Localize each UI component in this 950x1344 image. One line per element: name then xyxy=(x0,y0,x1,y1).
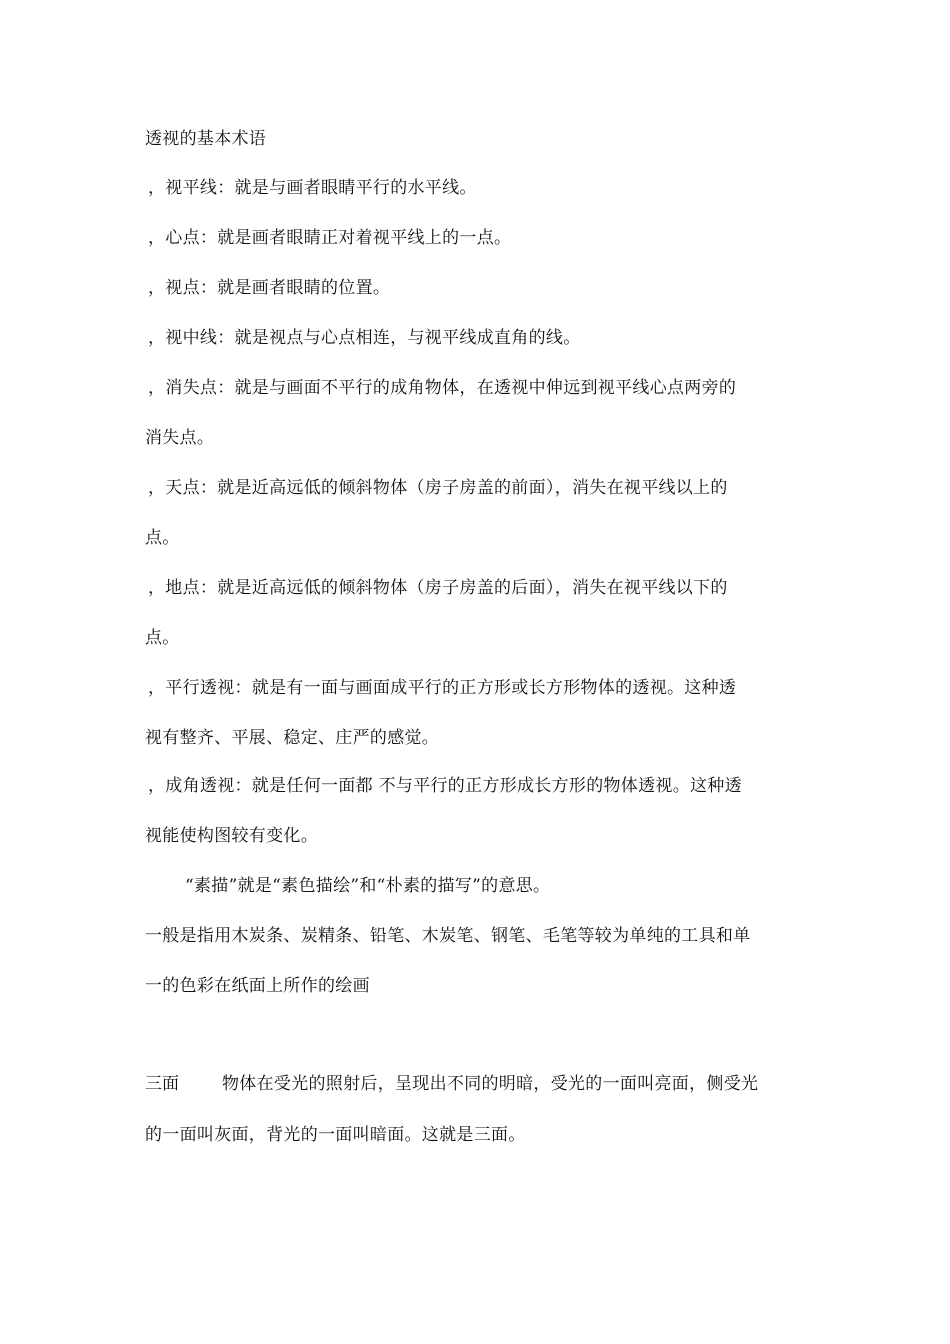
sanmian-label: 三面 xyxy=(145,1074,179,1094)
term-sky-point: ，天点：就是近高远低的倾斜物体（房子房盖的前面），消失在视平线以上的 xyxy=(148,478,728,498)
document-title: 透视的基本术语 xyxy=(145,129,267,149)
term-center-point: ，心点：就是画者眼睛正对着视平线上的一点。 xyxy=(148,228,512,248)
term-angular-perspective-cont: 视能使构图较有变化。 xyxy=(145,826,318,846)
term-vanishing-point-cont: 消失点。 xyxy=(145,428,215,448)
sumiao-description: 一般是指用木炭条、炭精条、铅笔、木炭笔、钢笔、毛笔等较为单纯的工具和单 xyxy=(145,926,751,946)
sanmian-description-cont: 的一面叫灰面，背光的一面叫暗面。这就是三面。 xyxy=(145,1125,526,1145)
sumiao-description-cont: 一的色彩在纸面上所作的绘画 xyxy=(145,976,370,996)
sumiao-definition: “素描”就是“素色描绘”和“朴素的描写”的意思。 xyxy=(185,876,551,896)
term-ground-point-cont: 点。 xyxy=(145,628,180,648)
term-parallel-perspective-cont: 视有整齐、平展、稳定、庄严的感觉。 xyxy=(145,728,440,748)
term-central-line: ，视中线：就是视点与心点相连，与视平线成直角的线。 xyxy=(148,328,581,348)
term-ground-point: ，地点：就是近高远低的倾斜物体（房子房盖的后面），消失在视平线以下的 xyxy=(148,578,728,598)
term-angular-perspective: ，成角透视：就是任何一面都 不与平行的正方形成长方形的物体透视。这种透 xyxy=(148,776,742,796)
sanmian-description: 物体在受光的照射后，呈现出不同的明暗，受光的一面叫亮面，侧受光 xyxy=(222,1074,759,1094)
term-sky-point-cont: 点。 xyxy=(145,528,180,548)
term-parallel-perspective: ，平行透视：就是有一面与画面成平行的正方形或长方形物体的透视。这种透 xyxy=(148,678,737,698)
term-vanishing-point: ，消失点：就是与画面不平行的成角物体，在透视中伸远到视平线心点两旁的 xyxy=(148,378,737,398)
term-horizon-line: ，视平线：就是与画者眼睛平行的水平线。 xyxy=(148,178,477,198)
term-view-point: ，视点：就是画者眼睛的位置。 xyxy=(148,278,391,298)
